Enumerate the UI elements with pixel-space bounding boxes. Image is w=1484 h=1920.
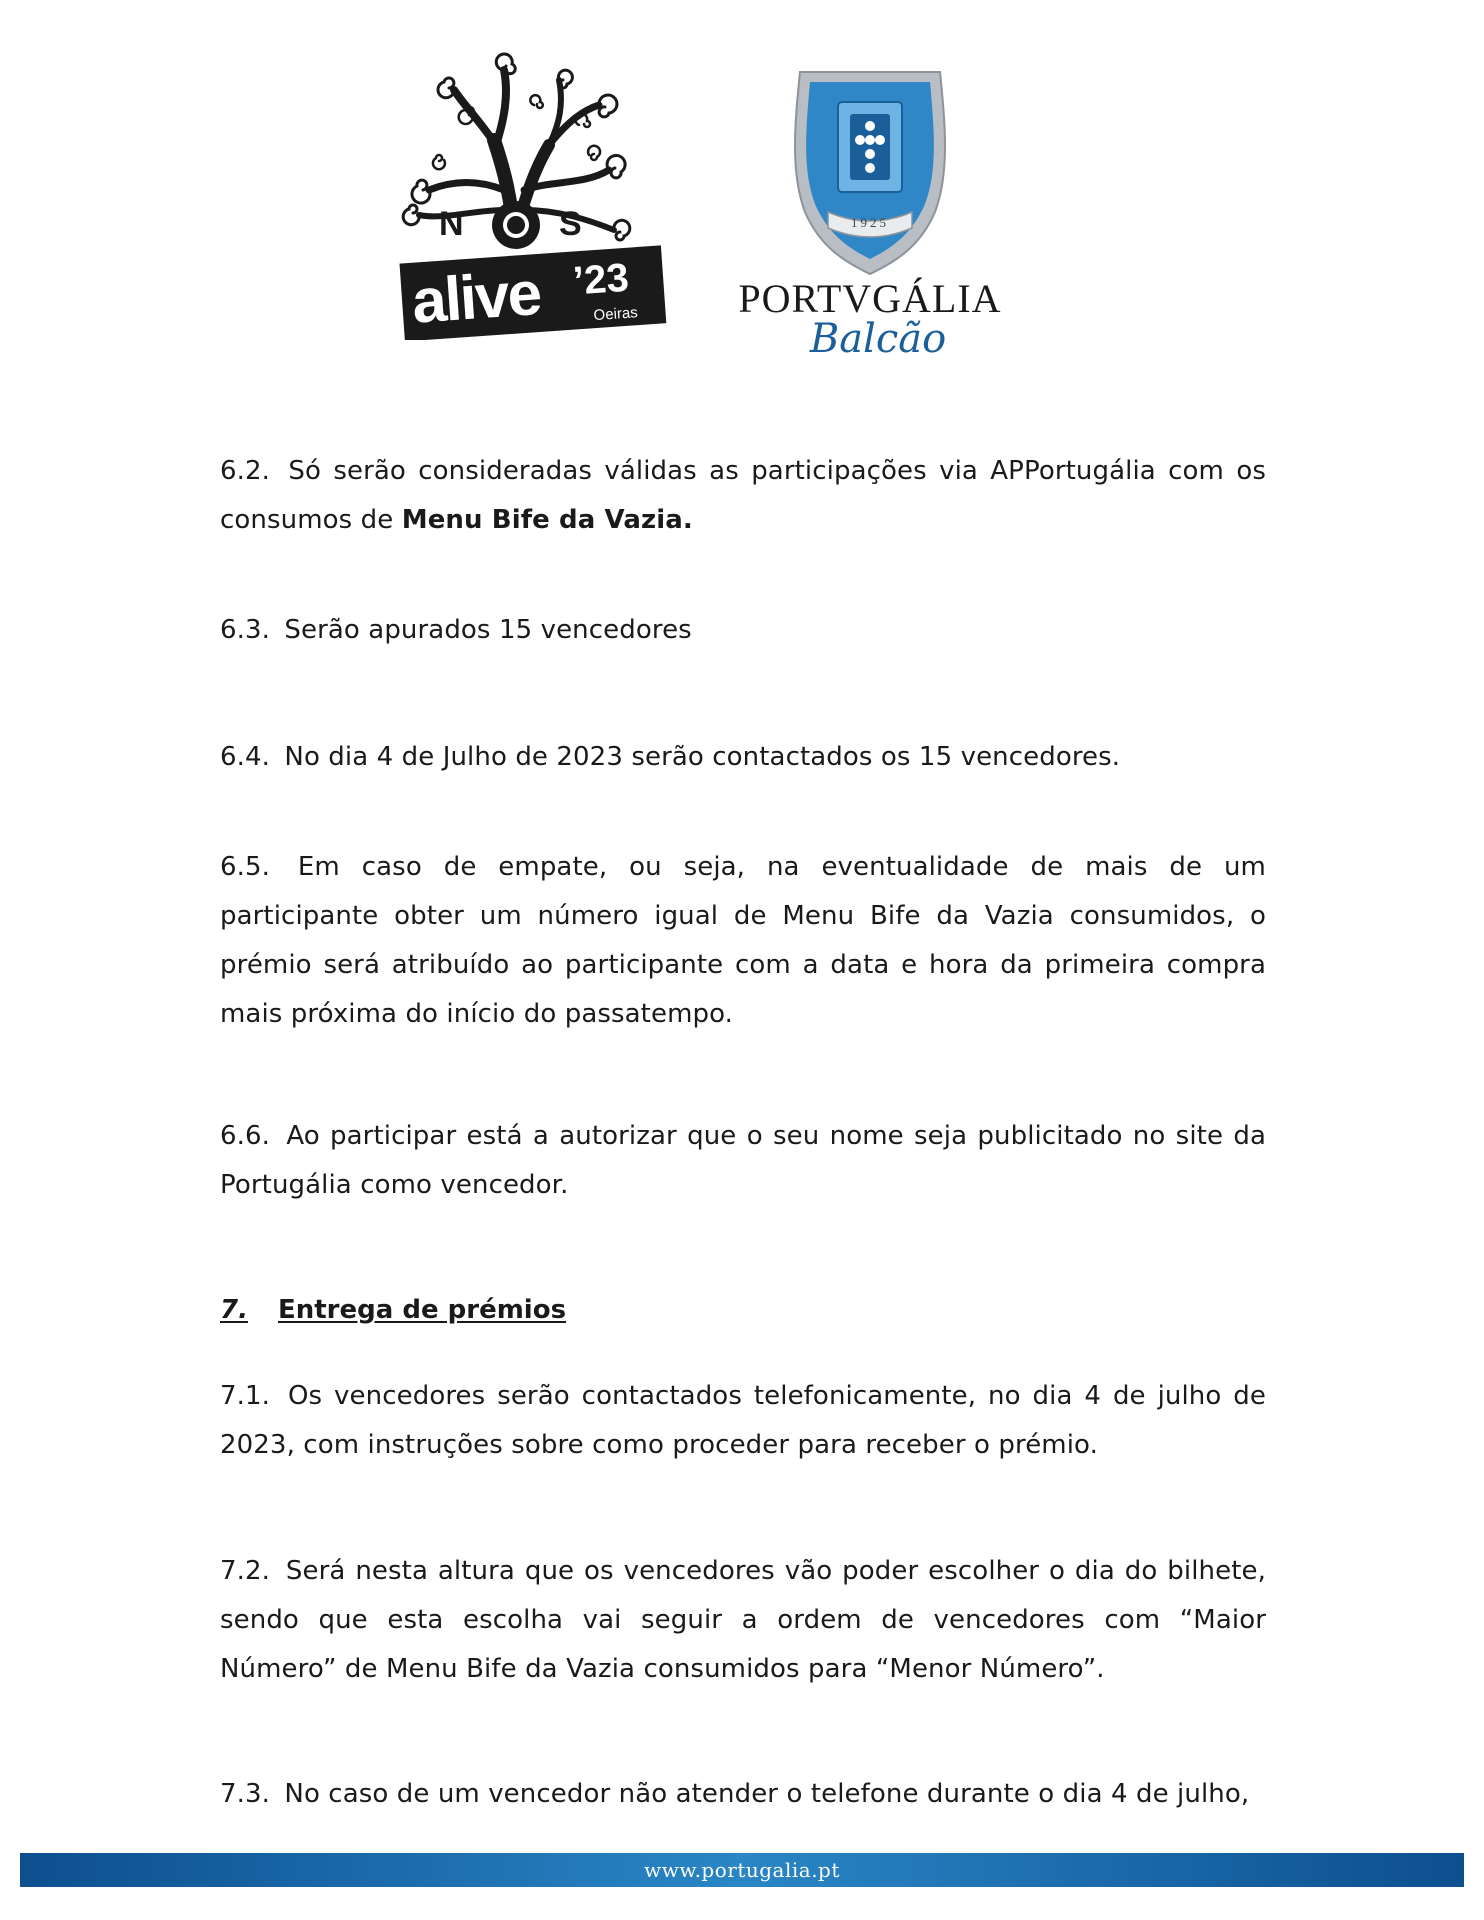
- portugalia-wordmark: PORTVGÁLIA: [738, 276, 1002, 321]
- clause-number: 6.2.: [220, 456, 271, 486]
- portugalia-balcao-logo: [700, 62, 1040, 362]
- balcao-wordmark: Balcão: [809, 316, 947, 362]
- nos-letter-s: S: [559, 205, 582, 243]
- section-heading-7: [220, 1286, 566, 1335]
- clause-text: Só serão consideradas válidas as participações via APPortugália com os consumos de: [220, 456, 1266, 535]
- footer-bar: [20, 1853, 1464, 1887]
- portugalia-shield-icon: [795, 72, 945, 274]
- clause-text: Ao participar está a autorizar que o seu nome seja publicitado no site da Portugália como vencedor.: [220, 1121, 1266, 1200]
- clause-text-bold: Menu Bife da Vazia.: [401, 505, 693, 535]
- clause-7-2: [220, 1547, 1266, 1694]
- clause-text: No dia 4 de Julho de 2023 serão contactados os 15 vencedores.: [284, 742, 1121, 772]
- clause-6-4: [220, 733, 1266, 782]
- nos-alive-logo: [384, 50, 674, 340]
- alive-city: Oeiras: [593, 304, 639, 325]
- clause-text: Os vencedores serão contactados telefonicamente, no dia 4 de julho de 2023, com instruções sobre como proceder para receber o prémio.: [220, 1381, 1266, 1460]
- clause-number: 6.5.: [220, 852, 271, 882]
- clause-number: 7.2.: [220, 1556, 271, 1586]
- clause-6-2: [220, 447, 1266, 545]
- clause-number: 6.6.: [220, 1121, 271, 1151]
- alive-year: ’23: [571, 255, 631, 304]
- section-number: 7.: [220, 1295, 248, 1325]
- nos-letter-n: N: [439, 205, 464, 243]
- clause-number: 7.3.: [220, 1779, 271, 1809]
- clause-text: Serão apurados 15 vencedores: [284, 615, 692, 645]
- section-title: Entrega de prémios: [277, 1295, 567, 1325]
- clause-7-1: [220, 1372, 1266, 1470]
- portugalia-year: 1925: [851, 215, 889, 230]
- clause-number: 6.3.: [220, 615, 271, 645]
- clause-6-3: [220, 606, 1266, 655]
- alive-wordmark: alive: [409, 258, 543, 337]
- clause-text: Será nesta altura que os vencedores vão poder escolher o dia do bilhete, sendo que esta escolha vai seguir a ordem de vencedores com “Maior Número” de Menu Bife da Vazia consumidos para “Menor Número”.: [220, 1556, 1266, 1684]
- clause-number: 6.4.: [220, 742, 271, 772]
- clause-7-3: [220, 1770, 1266, 1819]
- nos-sunburst-icon: [492, 201, 540, 249]
- footer-website-link[interactable]: www.portugalia.pt: [644, 1858, 840, 1882]
- clause-text: No caso de um vencedor não atender o telefone durante o dia 4 de julho,: [284, 1779, 1250, 1809]
- clause-text: Em caso de empate, ou seja, na eventualidade de mais de um participante obter um número igual de Menu Bife da Vazia consumidos, o prémio será atribuído ao participante com a data e hora da primeira compra mais próxima do início do passatempo.: [220, 852, 1266, 1029]
- clause-number: 7.1.: [220, 1381, 271, 1411]
- clause-6-5: [220, 843, 1266, 1039]
- clause-6-6: [220, 1112, 1266, 1210]
